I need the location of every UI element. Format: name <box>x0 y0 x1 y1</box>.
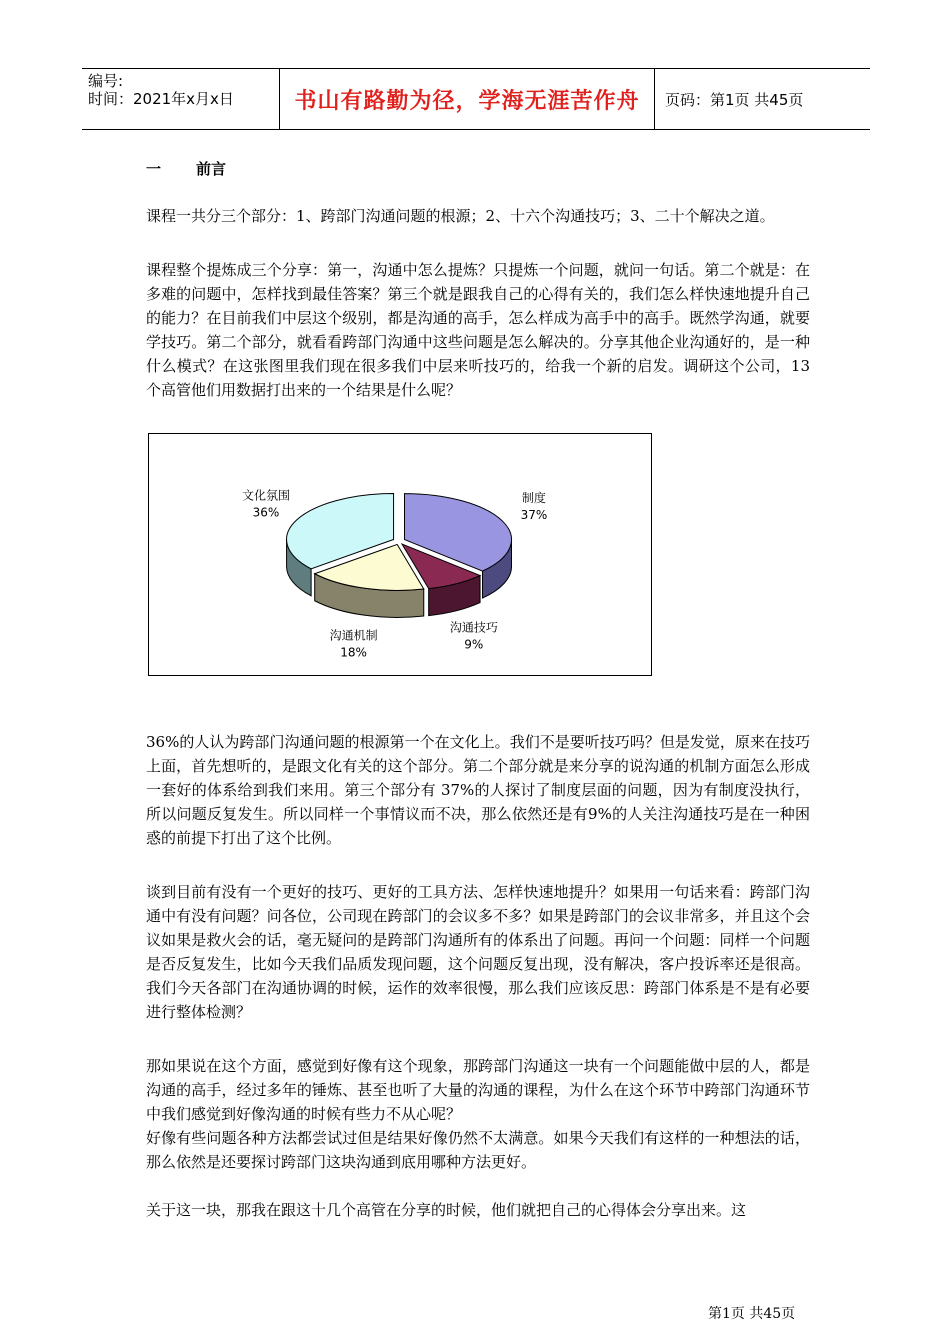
page-footer: 第1页 共45页 <box>708 1306 796 1322</box>
document-number-label: 编号: <box>88 72 124 90</box>
pie-label-沟通技巧 <box>450 620 498 652</box>
pie-label-percent: 37% <box>520 508 548 523</box>
document-date: 时间：2021年x月x日 <box>88 90 234 108</box>
pie-label-制度 <box>521 490 548 522</box>
pie-chart <box>149 434 650 674</box>
paragraph-course-overview: 课程一共分三个部分：1、跨部门沟通问题的根源；2、十六个沟通技巧；3、二十个解决之道。 <box>146 207 775 225</box>
section-number: 一 <box>146 160 162 178</box>
page-header <box>82 68 870 130</box>
header-motto: 书山有路勤为径，学海无涯苦作舟 <box>280 69 655 129</box>
header-meta <box>82 69 280 129</box>
pie-label-percent: 18% <box>340 645 367 660</box>
paragraph-middle-managers: 那如果说在这个方面，感觉到好像有这个现象，那跨部门沟通这一块有一个问题能做中层的人，都是沟通的高手，经过多年的锤炼、甚至也听了大量的沟通的课程，为什么在这个环节中跨部门沟通环节中我们感觉到好像沟通的时候有些力不从心呢？ <box>146 1057 810 1123</box>
pie-chart-frame <box>148 433 652 676</box>
paragraph-three-shares: 课程整个提炼成三个分享：第一，沟通中怎么提炼？只提炼一个问题，就问一句话。第二个就是：在多难的问题中，怎样找到最佳答案？第三个就是跟我自己的心得有关的，我们怎么样快速地提升自己的能力？在目前我们中层这个级别，都是沟通的高手，怎么样成为高手中的高手。既然学沟通，就要学技巧。第二个部分，就看看跨部门沟通中这些问题是怎么解决的。分享其他企业沟通好的，是一种什么模式？在这张图里我们现在很多我们中层来听技巧的，给我一个新的启发。调研这个公司，13个高管他们用数据打出来的一个结果是什么呢？ <box>146 261 810 399</box>
pie-label-percent: 36% <box>252 505 280 520</box>
pie-label-category: 沟通机制 <box>329 628 378 643</box>
pie-label-文化氛围 <box>242 489 290 520</box>
pie-label-category: 沟通技巧 <box>449 620 498 635</box>
pie-label-percent: 9% <box>464 637 484 652</box>
header-page-info: 页码：第1页 共45页 <box>665 90 804 109</box>
paragraph-methods: 好像有些问题各种方法都尝试过但是结果好像仍然不太满意。如果今天我们有这样的一种想法的话，那么依然是还要探讨跨部门这块沟通到底用哪种方法更好。 <box>146 1129 810 1171</box>
pie-label-category: 制度 <box>521 491 546 506</box>
section-title: 前言 <box>196 160 227 178</box>
paragraph-chart-analysis: 36%的人认为跨部门沟通问题的根源第一个在文化上。我们不是要听技巧吗？但是发觉，原来在技巧上面，首先想听的，是跟文化有关的这个部分。第二个部分就是来分享的说沟通的机制方面怎么形成一套好的体系给到我们来用。第三个部分有 37%的人探讨了制度层面的问题，因为有制度没执行，所以问题反复发生。所以同样一个事情议而不决，那么依然还是有9%的人关注沟通技巧是在一种困惑的前提下打出了这个比例。 <box>146 733 810 847</box>
paragraph-meeting-questions: 谈到目前有没有一个更好的技巧、更好的工具方法、怎样快速地提升？如果用一句话来看：跨部门沟通中有没有问题？问各位，公司现在跨部门的会议多不多？如果是跨部门的会议非常多，并且这个会议如果是救火会的话，毫无疑问的是跨部门沟通所有的体系出了问题。再问一个问题：同样一个问题是否反复发生，比如今天我们品质发现问题，这个问题反复出现，没有解决，客户投诉率还是很高。我们今天各部门在沟通协调的时候，运作的效率很慢，那么我们应该反思：跨部门体系是不是有必要进行整体检测？ <box>146 883 810 1021</box>
section-heading <box>146 158 226 179</box>
pie-label-category: 文化氛围 <box>241 488 290 503</box>
pie-label-沟通机制 <box>330 628 378 660</box>
paragraph-executives: 关于这一块，那我在跟这十几个高管在分享的时候，他们就把自己的心得体会分享出来。这 <box>146 1201 747 1219</box>
